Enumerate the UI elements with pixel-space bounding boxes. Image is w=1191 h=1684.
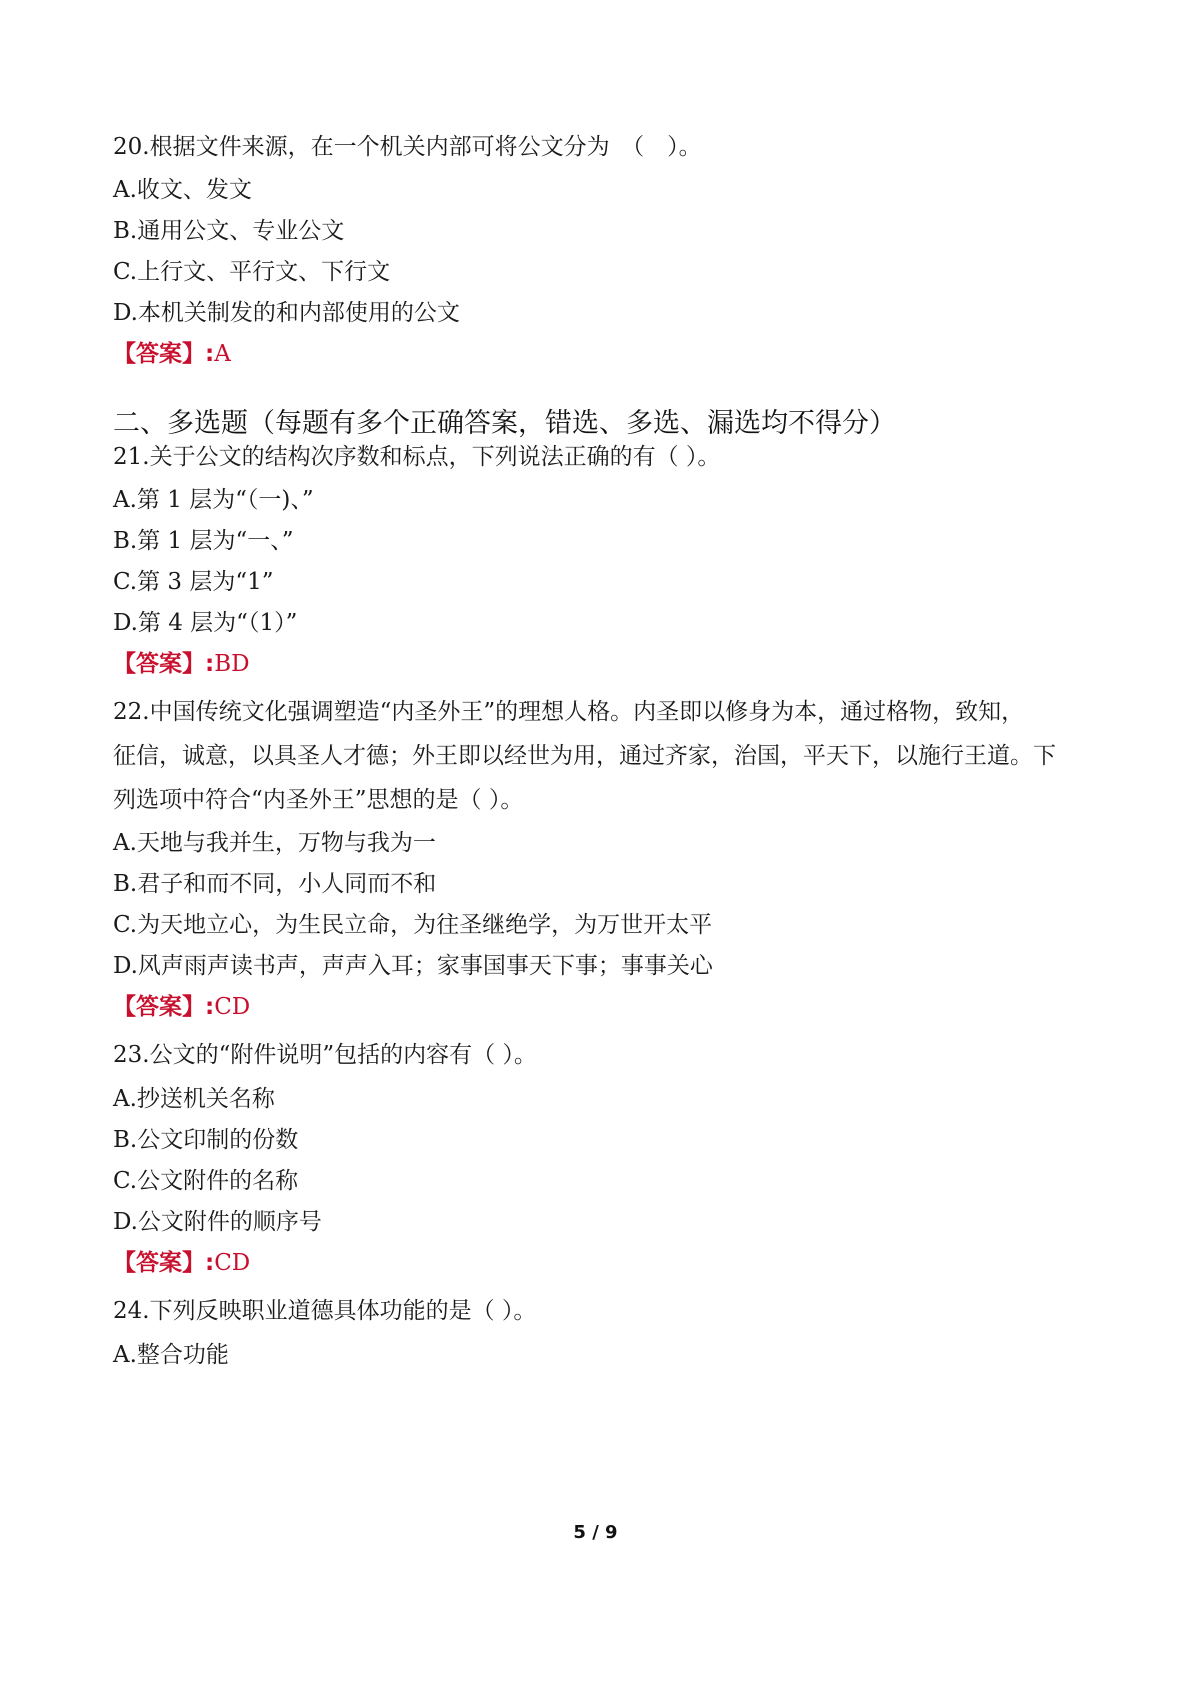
- q22-option-c: C.为天地立心，为生民立命，为往圣继绝学，为万世开太平: [113, 912, 713, 938]
- q21-stem: 21.关于公文的结构次序数和标点，下列说法正确的有（ ）。: [113, 444, 721, 470]
- q23-stem: 23.公文的“附件说明”包括的内容有（ ）。: [113, 1042, 537, 1068]
- q22-stem-line-3: 列选项中符合“内圣外王”思想的是（ ）。: [113, 787, 524, 813]
- answer-value: A: [214, 341, 231, 367]
- q23-option-b: B.公文印制的份数: [113, 1127, 299, 1153]
- q21-option-c: C.第 3 层为“1”: [113, 569, 274, 595]
- answer-value: CD: [214, 994, 251, 1020]
- q22-answer: [113, 996, 250, 1019]
- q20-option-d: D.本机关制发的和内部使用的公文: [113, 300, 460, 326]
- answer-label: 【答案】:: [113, 994, 215, 1020]
- q22-option-d: D.风声雨声读书声，声声入耳；家事国事天下事；事事关心: [113, 953, 713, 979]
- q22-option-b: B.君子和而不同，小人同而不和: [113, 871, 437, 897]
- answer-label: 【答案】:: [113, 651, 215, 677]
- q23-option-d: D.公文附件的顺序号: [113, 1209, 322, 1235]
- q20-option-a: A.收文、发文: [113, 177, 252, 203]
- q20-answer: [113, 343, 231, 366]
- q20-stem: 20.根据文件来源，在一个机关内部可将公文分为 （ ）。: [113, 134, 702, 160]
- answer-value: BD: [214, 651, 250, 677]
- page-number: 5 / 9: [573, 1522, 618, 1543]
- answer-value: CD: [214, 1250, 251, 1276]
- q22-stem-line-2: 征信，诚意，以具圣人才德；外王即以经世为用，通过齐家，治国，平天下，以施行王道。下: [113, 743, 1056, 769]
- q23-option-a: A.抄送机关名称: [113, 1086, 275, 1112]
- q20-option-c: C.上行文、平行文、下行文: [113, 259, 391, 285]
- q21-answer: [113, 653, 250, 676]
- q21-option-a: A.第 1 层为“（一)、”: [113, 487, 314, 513]
- answer-label: 【答案】:: [113, 1250, 215, 1276]
- q23-answer: [113, 1252, 250, 1275]
- q21-option-d: D.第 4 层为“（1）”: [113, 610, 298, 636]
- q23-option-c: C.公文附件的名称: [113, 1168, 299, 1194]
- q21-option-b: B.第 1 层为“一、”: [113, 528, 294, 554]
- q22-stem-line-1: 22.中国传统文化强调塑造“内圣外王”的理想人格。内圣即以修身为本，通过格物，致知，: [113, 699, 1025, 725]
- section-title: 二、多选题（每题有多个正确答案，错选、多选、漏选均不得分）: [113, 408, 896, 439]
- q24-stem: 24.下列反映职业道德具体功能的是（ ）。: [113, 1298, 537, 1324]
- q24-option-a: A.整合功能: [113, 1342, 229, 1368]
- q20-option-b: B.通用公文、专业公文: [113, 218, 345, 244]
- answer-label: 【答案】:: [113, 341, 215, 367]
- q22-option-a: A.天地与我并生，万物与我为一: [113, 830, 436, 856]
